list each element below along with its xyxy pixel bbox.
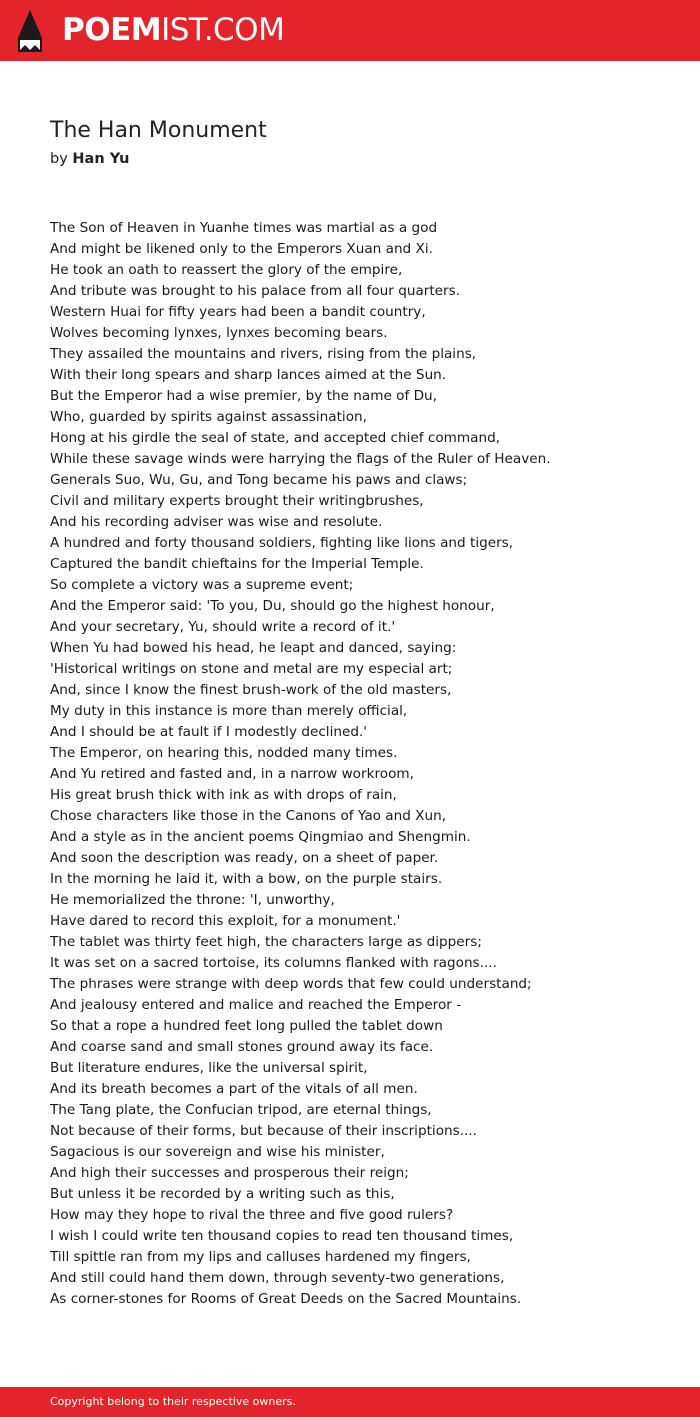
poem-line: The tablet was thirty feet high, the characters large as dippers; (50, 934, 482, 950)
byline (50, 149, 129, 169)
poem-line: The phrases were strange with deep words that few could understand; (50, 976, 532, 992)
poem-line: Not because of their forms, but because of their inscriptions.... (50, 1123, 477, 1139)
poem-line: Generals Suo, Wu, Gu, and Tong became his paws and claws; (50, 472, 468, 488)
poem-line: And, since I know the finest brush-work of the old masters, (50, 682, 452, 698)
pencil-icon[interactable] (18, 10, 42, 52)
poem-line: They assailed the mountains and rivers, rising from the plains, (50, 346, 477, 362)
author-name: Han Yu (72, 151, 130, 167)
by-label: by (50, 151, 68, 167)
poem-line: Civil and military experts brought their writingbrushes, (50, 493, 424, 509)
poem-line: Hong at his girdle the seal of state, and accepted chief command, (50, 430, 501, 446)
poem-line: My duty in this instance is more than merely official, (50, 703, 408, 719)
poem-line: A hundred and forty thousand soldiers, fighting like lions and tigers, (50, 535, 514, 551)
copyright-text: Copyright belong to their respective owners. (50, 1395, 296, 1408)
poem-line: And high their successes and prosperous their reign; (50, 1165, 409, 1181)
poem-line: Till spittle ran from my lips and calluses hardened my fingers, (50, 1249, 471, 1265)
poem-line: While these savage winds were harrying the flags of the Ruler of Heaven. (50, 451, 551, 467)
poem-line: And jealousy entered and malice and reached the Emperor - (50, 997, 462, 1013)
poem-line: And its breath becomes a part of the vitals of all men. (50, 1081, 418, 1097)
poem-line: But the Emperor had a wise premier, by the name of Du, (50, 388, 437, 404)
poem-title: The Han Monument (50, 118, 267, 143)
site-footer (0, 1387, 700, 1417)
poem-line: The Son of Heaven in Yuanhe times was martial as a god (50, 220, 438, 236)
poem-line: And coarse sand and small stones ground away its face. (50, 1039, 434, 1055)
poem-line: When Yu had bowed his head, he leapt and danced, saying: (50, 640, 457, 656)
poem-line: And your secretary, Yu, should write a record of it.' (50, 619, 396, 635)
poem-line: But unless it be recorded by a writing such as this, (50, 1186, 395, 1202)
poem-line: I wish I could write ten thousand copies to read ten thousand times, (50, 1228, 514, 1244)
poem-line: He memorialized the throne: 'I, unworthy, (50, 892, 335, 908)
poem-body (50, 218, 670, 1310)
poem-line: It was set on a sacred tortoise, its columns flanked with ragons.... (50, 955, 497, 971)
poem-line: As corner-stones for Rooms of Great Deeds on the Sacred Mountains. (50, 1291, 522, 1307)
poem-line: And still could hand them down, through seventy-two generations, (50, 1270, 505, 1286)
poem-line: Sagacious is our sovereign and wise his minister, (50, 1144, 385, 1160)
poem-line: And I should be at fault if I modestly declined.' (50, 724, 368, 740)
poem-line: In the morning he laid it, with a bow, on the purple stairs. (50, 871, 443, 887)
poem-line: Wolves becoming lynxes, lynxes becoming bears. (50, 325, 388, 341)
site-header (0, 0, 700, 61)
poem-line: And tribute was brought to his palace from all four quarters. (50, 283, 461, 299)
poem-line: Captured the bandit chieftains for the Imperial Temple. (50, 556, 424, 572)
poem-line: He took an oath to reassert the glory of the empire, (50, 262, 403, 278)
poem-line: So that a rope a hundred feet long pulled the tablet down (50, 1018, 443, 1034)
poem-line: The Tang plate, the Confucian tripod, are eternal things, (50, 1102, 432, 1118)
poem-line: And the Emperor said: 'To you, Du, should go the highest honour, (50, 598, 495, 614)
logo-bold-text: POEM (62, 12, 162, 48)
poem-line: So complete a victory was a supreme event; (50, 577, 354, 593)
logo-light-text: IST.COM (161, 12, 285, 48)
poem-line: How may they hope to rival the three and five good rulers? (50, 1207, 454, 1223)
poem-line: And his recording adviser was wise and resolute. (50, 514, 383, 530)
poem-line: And a style as in the ancient poems Qingmiao and Shengmin. (50, 829, 471, 845)
poem-line: And Yu retired and fasted and, in a narrow workroom, (50, 766, 414, 782)
poem-line: His great brush thick with ink as with drops of rain, (50, 787, 397, 803)
poem-line: Who, guarded by spirits against assassination, (50, 409, 367, 425)
poem-line: Chose characters like those in the Canons of Yao and Xun, (50, 808, 447, 824)
poem-line: And soon the description was ready, on a sheet of paper. (50, 850, 439, 866)
poem-line: Have dared to record this exploit, for a monument.' (50, 913, 401, 929)
poem-line: With their long spears and sharp lances aimed at the Sun. (50, 367, 447, 383)
poem-line: Western Huai for fifty years had been a bandit country, (50, 304, 426, 320)
poem-line: 'Historical writings on stone and metal are my especial art; (50, 661, 453, 677)
poem-line: And might be likened only to the Emperors Xuan and Xi. (50, 241, 433, 257)
site-logo[interactable] (62, 12, 284, 48)
poem-line: But literature endures, like the universal spirit, (50, 1060, 368, 1076)
poem-line: The Emperor, on hearing this, nodded many times. (50, 745, 398, 761)
